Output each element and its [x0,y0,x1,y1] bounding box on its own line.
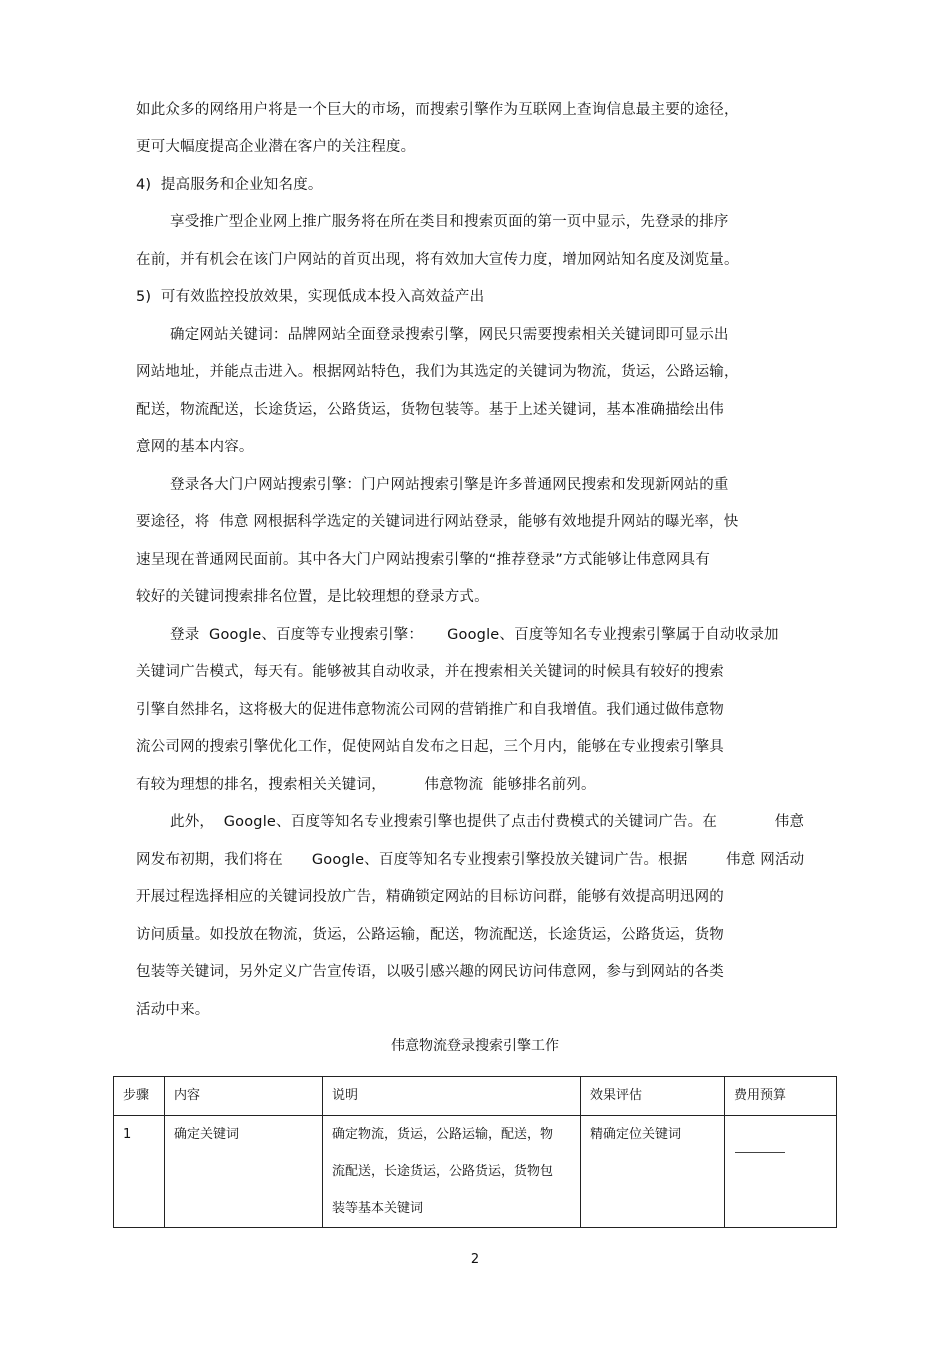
paragraph-line: 有较为理想的排名，搜索相关关键词， 伟意物流 能够排名前列。 [136,777,596,793]
paragraph-line: 意网的基本内容。 [136,439,254,455]
paragraph-line: 网发布初期，我们将在 Google、百度等知名专业搜索引擎投放关键词广告。根据 伟意 网活动 [136,852,805,868]
cell-description [323,1116,581,1228]
paragraph-line: 5) 可有效监控投放效果，实现低成本投入高效益产出 [136,289,485,305]
description-line: 确定物流，货运，公路运输，配送，物 [332,1127,554,1142]
paragraph-line: 活动中来。 [136,1002,210,1018]
paragraph-line: 确定网站关键词：品牌网站全面登录搜索引擎，网民只需要搜索相关关键词即可显示出 [170,327,729,343]
budget-blank-line [735,1152,785,1153]
cell-evaluation: 精确定位关键词 [581,1116,725,1228]
paragraph-line: 要途径，将 伟意 网根据科学选定的关键词进行网站登录，能够有效地提升网站的曝光率，快 [136,514,739,530]
description-line: 流配送，长途货运，公路货运，货物包 [332,1164,554,1179]
header-evaluation: 效果评估 [581,1077,725,1116]
paragraph-line: 登录各大门户网站搜索引擎：门户网站搜索引擎是许多普通网民搜索和发现新网站的重 [170,477,729,493]
paragraph-line: 开展过程选择相应的关键词投放广告，精确锁定网站的目标访问群，能够有效提高明迅网的 [136,889,724,905]
paragraph-line: 更可大幅度提高企业潜在客户的关注程度。 [136,139,416,155]
paragraph-line: 访问质量。如投放在物流，货运，公路运输，配送，物流配送，长途货运，公路货运，货物 [136,927,724,943]
cell-budget [725,1116,837,1228]
paragraph-line: 速呈现在普通网民面前。其中各大门户网站搜索引擎的“推荐登录”方式能够让伟意网具有 [136,552,711,568]
paragraph-line: 享受推广型企业网上推广服务将在所在类目和搜索页面的第一页中显示，先登录的排序 [170,214,729,230]
paragraph-line: 配送，物流配送，长途货运，公路货运，货物包装等。基于上述关键词，基本准确描绘出伟 [136,402,724,418]
paragraph-line: 登录 Google、百度等专业搜索引擎： Google、百度等知名专业搜索引擎属于自动收录加 [170,627,779,643]
cell-step: 1 [114,1116,165,1228]
table-row [114,1116,837,1228]
paragraph-line: 4) 提高服务和企业知名度。 [136,177,323,193]
paragraph-line: 网站地址，并能点击进入。根据网站特色，我们为其选定的关键词为物流，货运，公路运输， [136,364,739,380]
header-description: 说明 [323,1077,581,1116]
table-header-row [114,1077,837,1116]
description-line: 装等基本关键词 [332,1201,424,1216]
paragraph-line: 此外， Google、百度等知名专业搜索引擎也提供了点击付费模式的关键词广告。在 伟意 [170,814,805,830]
cell-content: 确定关键词 [165,1116,323,1228]
paragraph-line: 包装等关键词，另外定义广告宣传语，以吸引感兴趣的网民访问伟意网，参与到网站的各类 [136,964,724,980]
header-budget: 费用预算 [725,1077,837,1116]
paragraph-line: 较好的关键词搜索排名位置，是比较理想的登录方式。 [136,589,489,605]
page-number: 2 [470,1252,480,1267]
paragraph-line: 在前，并有机会在该门户网站的首页出现，将有效加大宣传力度，增加网站知名度及浏览量。 [136,252,739,268]
paragraph-line: 流公司网的搜索引擎优化工作，促使网站自发布之日起，三个月内，能够在专业搜索引擎具 [136,739,724,755]
steps-table [113,1076,837,1228]
paragraph-line: 如此众多的网络用户将是一个巨大的市场，而搜索引擎作为互联网上查询信息最主要的途径， [136,102,739,118]
paragraph-line: 引擎自然排名，这将极大的促进伟意物流公司网的营销推广和自我增值。我们通过做伟意物 [136,702,724,718]
table-caption: 伟意物流登录搜索引擎工作 [391,1038,559,1054]
paragraph-line: 关键词广告模式，每天有。能够被其自动收录，并在搜索相关关键词的时候具有较好的搜索 [136,664,724,680]
header-step: 步骤 [114,1077,165,1116]
header-content: 内容 [165,1077,323,1116]
